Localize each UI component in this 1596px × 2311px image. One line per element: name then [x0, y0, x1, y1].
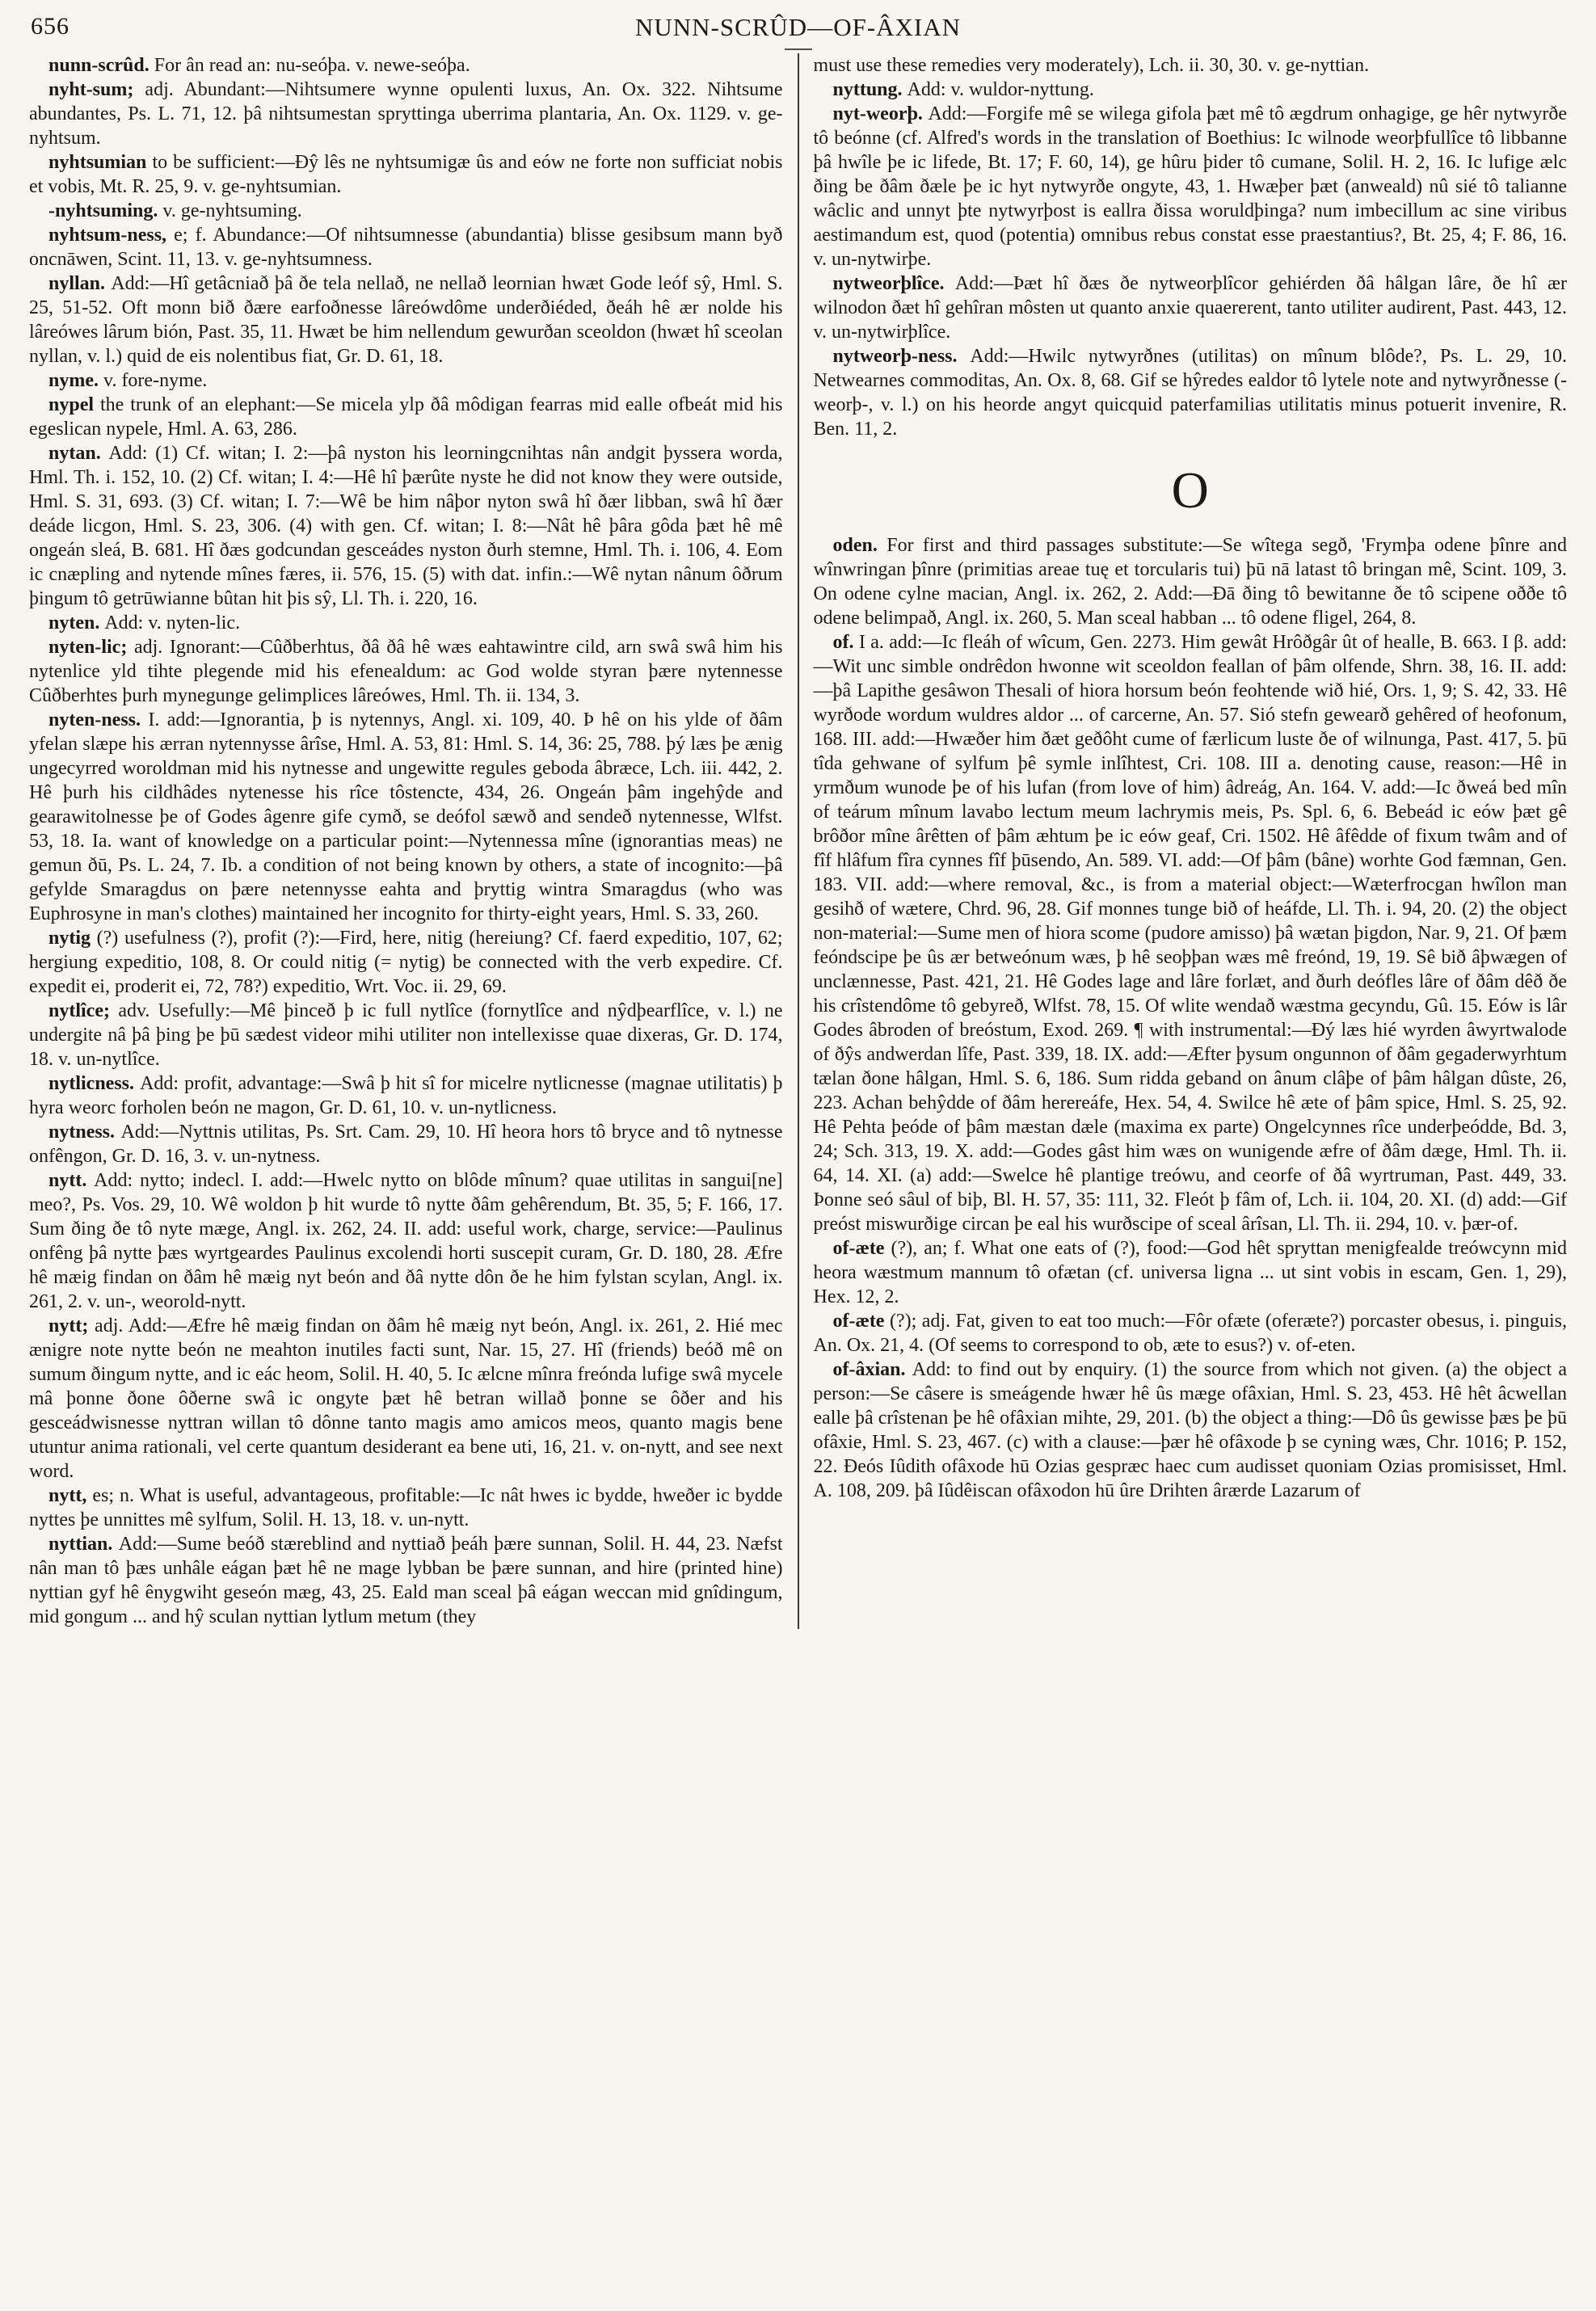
entry-headword: nytt;	[48, 1315, 95, 1337]
entry-headword: nyten-lic;	[48, 637, 134, 658]
entry-headword: nytt,	[48, 1485, 93, 1506]
text-columns	[29, 53, 1567, 1629]
entry-body: (?); adj. Fat, given to eat too much:—Fôr ofæte (oferæte?) porcaster obesus, i. pinguis, An. Ox. 21, 4. (Of seems to correspond to ob, æte to esus?) v. of-eten.	[813, 1311, 1568, 1356]
entry-body: Add:—Sume beóð stæreblind and nyttiað þeáh þære sunnan, Solil. H. 44, 23. Næfst nân man tô þæs unhâle eágan þæt hê ne mage lybban be þære sunnan, and hire (printed hine) nyttian gyf hê ênygwiht geseón mæg, 43, 25. Eald man sceal þâ eágan weccan mid gnîdingum, mid gongum ... and hŷ sculan nyttian lytlum metum (they	[29, 1534, 783, 1627]
entry-body: v. fore-nyme.	[103, 370, 208, 391]
entry-body: For first and third passages substitute:—Se wîtega segð, 'Frymþa odene þînre and wînwringan þînre (primitias areae tuę et torcularis tui) þū nā latast tô bringan mê, Scint. 109, 3. On odene cylne macian, Angl. ix. 262, 2. Add:—Ðā ðing tô bewitanne ðe tô scipene oððe tô odene belimpað, Angl. ix. 260, 5. Man sceal habban ... tô odene fligel, 264, 8.	[813, 535, 1567, 629]
entry-body: For ân read an: nu-seóþa. v. newe-seóþa.	[154, 55, 470, 76]
dictionary-entry	[29, 926, 783, 999]
entry-headword: nytt.	[48, 1170, 95, 1191]
entry-body: adj. Add:—Æfre hê mæig findan on ðâm hê mæig nyt beón, Angl. ix. 261, 2. Hié mec ænigre note nytte beón ne meahton inutiles facti sunt, Nar. 15, 27. Hî (friends) beóð mê on sumum ðingum nytte, and ic eác heom, Solil. H. 40, 5. Ic ælcne mînra freónda lufige swâ mycele mâ þonne ðone ôðerne swâ ic ongyte þæt hê betran willað þonne se ôðer and his gesceádwisnesse nyttran willan tô dônne tanto magis amo amicos meos, quanto magis bene utuntur anima rationali, vel certe quantum desiderant ea bene uti, 16, 21. v. on-nytt, and see next word.	[29, 1315, 783, 1482]
title-rule	[785, 48, 812, 50]
dictionary-entry	[29, 53, 783, 78]
entry-headword: nyhtsum-ness,	[48, 225, 175, 246]
dictionary-entry	[29, 999, 783, 1071]
entry-body: the trunk of an elephant:—Se micela ylp ðâ môdigan fearras mid ealle ofbeát mid his egeslican nypele, Hml. A. 63, 286.	[29, 394, 783, 440]
entry-headword: nytlicness.	[48, 1073, 141, 1094]
left-column	[29, 53, 798, 1629]
entry-body: e; f. Abundance:—Of nihtsumnesse (abundantia) blisse gesibsum mann byð oncnāwen, Scint. 11, 13. v. ge-nyhtsumness.	[29, 225, 783, 270]
page-number: 656	[31, 13, 69, 40]
dictionary-entry	[29, 635, 783, 708]
dictionary-entry	[29, 1168, 783, 1314]
entry-headword: nytness.	[48, 1122, 121, 1143]
dictionary-entry	[814, 630, 1568, 1236]
entry-body: (?), an; f. What one eats of (?), food:—God hêt spryttan menigfealde treówcynn mid heora wæstmum mannum tô ofætan (cf. universa ligna ... ut sint vobis in escam, Gen. 1, 29), Hex. 12, 2.	[813, 1238, 1568, 1307]
dictionary-entry	[814, 533, 1568, 630]
entry-body: to be sufficient:—Ðŷ lês ne nyhtsumigæ ûs and eów ne forte non sufficiat nobis et vobis, Mt. R. 25, 9. v. ge-nyhtsumian.	[29, 152, 783, 197]
entry-body: v. ge-nyhtsuming.	[162, 200, 302, 221]
entry-body: Add: nytto; indecl. I. add:—Hwelc nytto on blôde mînum? quae utilitas in sangui[ne] meo?, Ps. Vos. 29, 10. Wê woldon þ hit wurde tô nytte ðâm gehêrendum, Bt. 35, 5; F. 166, 17. Sum ðing ðe tô nyte mæge, Angl. ix. 262, 24. II. add: useful work, charge, service:—Paulinus onfêng þâ nytte þæs wyrtgeardes Paulinus excolendi horti suscepit curam, Gr. D. 180, 28. Æfre hê mæig findan on ðâm hê mæig nyt beón and ðâ nytte dôn ðe he him fylstan scylan, Angl. ix. 261, 2. v. un-, weorold-nytt.	[29, 1170, 783, 1312]
entry-body: Add: profit, advantage:—Swâ þ hit sî for micelre nytlicnesse (magnae utilitatis) þ hyra weorc forholen beón ne magon, Gr. D. 61, 10. v. un-nytlicness.	[29, 1073, 783, 1118]
dictionary-entry	[29, 708, 783, 926]
entry-body: Add: v. nyten-lic.	[104, 612, 241, 634]
dictionary-entry	[814, 1309, 1568, 1358]
entry-body: Add:—Hî getâcniað þâ ðe tela nellað, ne nellað leornian hwæt Gode leóf sŷ, Hml. S. 25, 51-52. Oft monn bið ðære earfoðnesse lâreówdôme underðiéded, ðeáh hê ær nolde his lâreówes lârum bión, Past. 35, 11. Hwæt be him nellendum gewurðan sceoldon (hwæt hî sceolan nyllan, v. l.) quid de eis nolentibus fiat, Gr. D. 61, 18.	[29, 273, 783, 367]
dictionary-entry	[814, 344, 1568, 441]
dictionary-entry	[29, 223, 783, 272]
dictionary-entry	[814, 102, 1568, 272]
entry-headword: nyten-ness.	[48, 709, 149, 730]
dictionary-entry	[29, 1532, 783, 1629]
entry-headword: nyt-weorþ.	[832, 103, 929, 124]
entry-body: adj. Abundant:—Nihtsumere wynne opulenti luxus, An. Ox. 322. Nihtsume abundantes, Ps. L. 71, 12. þâ nihtsumestan spryttinga uberrima plantaria, An. Ox. 1129. v. ge-nyhtsum.	[29, 79, 783, 149]
entry-headword: nyme.	[48, 370, 103, 391]
entry-headword: nytweorþlîce.	[832, 273, 955, 294]
entry-body: Add: to find out by enquiry. (1) the source from which not given. (a) the object a person:—Se câsere is smeágende hwær hê ûs mæge ofâxian, Hml. S. 23, 453. Hê hêt âcwellan ealle þâ crîstenan þe hê ofâxian mihte, 29, 201. (b) the object a thing:—Dô ûs gewisse þæs þe þū ofâxie, Hml. S. 23, 467. (c) with a clause:—þær hê ofâxode þ se cyning wæs, Chr. 1016; P. 152, 22. Ðeós Iûdith ofâxode hū Ozias gespræc haec cum audisset quoniam Ozias promisisset, Hml. A. 108, 209. þâ Iûdêiscan ofâxodon hū ûre Drihten ârærde Lazarum of	[813, 1359, 1568, 1501]
entry-body: Add: (1) Cf. witan; I. 2:—þâ nyston his leorningcnihtas nân andgit þyssera worda, Hml. Th. i. 152, 10. (2) Cf. witan; I. 4:—Hê hî þærûte nyste he did not know they were outside, Hml. S. 31, 693. (3) Cf. witan; I. 7:—Wê be him nâþor nyton swâ hî ðær libban, swâ hî ðær deáde licgon, Hml. S. 23, 306. (4) with gen. Cf. witan; I. 8:—Nât hê þâra gôda þæt hê mê ongeán sleá, B. 681. Hî ðæs godcundan gesceádes nyston ðurh stemne, Hml. Th. i. 106, 4. Eom ic cnæpling and nytende mînes færes, ii. 576, 15. (5) with dat. infin.:—Wê nytan nânum ôðrum þingum tô getrūwianne bûtan hit þis sŷ, Ll. Th. i. 220, 16.	[29, 443, 783, 609]
entry-body: adj. Ignorant:—Cûðberhtus, ðâ ðâ hê wæs eahtawintre cild, arn swâ swâ him his nytenlice yld tihte plegende mid his efenealdum: ac God wolde styran þære nytennesse Cûðberhtes þurh mynegunge gelimplices lâreówes, Hml. Th. ii. 134, 3.	[29, 637, 783, 706]
right-column	[799, 53, 1568, 1629]
entry-headword: nypel	[48, 394, 100, 415]
dictionary-entry	[29, 272, 783, 368]
entry-body: Add:—Forgife mê se wilega gifola þæt mê tô ægdrum onhagige, ge hêr nytwyrðe tô beónne (cf. Alfred's words in the translation of Boethius: Ic wilnode weorþfullîce tô libbanne þâ hwîle þe ic lifede, Bt. 17; F. 60, 14), ge hûru þider tô cumane, Solil. H. 2, 16. Ic lufige ælc ðing be ðâm ðæle þe ic hyt nytwyrðe ongyte, 43, 1. Hwæþer þæt (anweald) nû sié tô talianne wâclic and unnyt þte nytwyrþost is eallra ðissa woruldþinga? num imbecillum ac sine viribus aestimandum est, quod (potentia) omnibus rebus constat esse praestantius?, Bt. 25, 4; F. 86, 16. v. un-nytwirþe.	[813, 103, 1567, 270]
entry-headword: of.	[832, 632, 859, 653]
entry-body: I. add:—Ignorantia, þ is nytennys, Angl. xi. 109, 40. Þ hê on his ylde of ðâm yfelan slæpe his ærran nytennysse ârîse, Hml. A. 53, 81: Hml. S. 14, 36: 25, 788. þý læs þe ænig ungecyrred woroldman mid his nytnesse and ungewitte regules geboda âbræce, Lch. iii. 442, 2. Hê þurh his cildhâdes nytenesse his rîce tôstencte, 434, 26. Ongeán þâm ingehŷde and gearawitolnesse þe of Godes âgenre gife cymð, se deófol sæwð and sendeð nytennesse, Wlfst. 53, 18. Ia. want of knowledge on a particular point:—Nytennessa mîne (ignorantias meas) ne gemun ðū, Ps. L. 24, 7. Ib. a condition of not being known by others, a state of incognito:—þâ gefylde Smaragdus on þære netennysse eahta and þryttig wintra Smaragdus (who was Euphrosyne in man's clothes) maintained her incognito for thirty-eight years, Hml. S. 33, 260.	[29, 709, 783, 924]
dictionary-entry	[814, 272, 1568, 344]
entry-body: es; n. What is useful, advantageous, profitable:—Ic nât hwes ic bydde, hweðer ic bydde nyttes þe unnittes mê sylfum, Solil. H. 13, 18. v. un-nytt.	[29, 1485, 783, 1530]
section-letter: O	[1171, 461, 1209, 519]
entry-headword: -nyhtsuming.	[48, 200, 163, 221]
dictionary-entry	[29, 1314, 783, 1484]
entry-headword: nyht-sum;	[48, 79, 145, 100]
entry-headword: nytlîce;	[48, 1000, 119, 1021]
page-title: NUNN-SCRÛD—OF-ÂXIAN	[634, 13, 962, 41]
dictionary-entry	[814, 1236, 1568, 1309]
entry-headword: of-æte	[832, 1238, 891, 1259]
dictionary-entry	[814, 1358, 1568, 1503]
entry-headword: nyllan.	[48, 273, 112, 294]
dictionary-entry	[29, 150, 783, 199]
entry-headword: nyhtsumian	[48, 152, 153, 173]
dictionary-entry	[29, 441, 783, 611]
page-header	[29, 11, 1567, 53]
dictionary-entry	[29, 393, 783, 441]
entry-headword: oden.	[832, 535, 887, 556]
entry-headword: nyten.	[48, 612, 105, 634]
dictionary-entry	[29, 1120, 783, 1168]
entry-headword: nyttian.	[48, 1534, 119, 1555]
entry-headword: nytweorþ-ness.	[832, 346, 971, 367]
dictionary-entry	[29, 78, 783, 150]
dictionary-entry	[814, 78, 1568, 102]
entry-headword: nytan.	[48, 443, 109, 464]
entry-headword: nytig	[48, 928, 97, 949]
entry-body: I a. add:—Ic fleáh of wîcum, Gen. 2273. Him gewât Hrôðgâr ût of healle, B. 663. I β. add:—Wit unc simble ondrêdon hwonne wit sceoldon feallan of þâm olfende, Shrn. 38, 16. II. add:—þâ Lapithe gesâwon Thesali of hiora horsum beón feohtende wið hié, Ors. 1, 9; S. 42, 33. Hê wyrðode wordum wuldres aldor ... of carcerne, An. 57. Sió stefn gewearð gehêred of heofonum, 168. III. add:—Hwæðer him ðæt geðôht cume of færlicum luste ðe of wilnunga, Past. 417, 5. þū tîda gehwane of sylfum þê symle inlîhtest, Cri. 108. III a. denoting cause, reason:—Hê in yrmðum wunode þe of his lufan (from love of him) âdreág, An. 164. V. add:—Ic ðweá bed mîn of teárum mînum lavabo lectum meum lachrymis meis, Ps. Spl. 6, 6. Bebeád ic eów þæt gê brôðor mîne ârêtten of þâm æhtum þe ic eów geaf, Cri. 1502. Hê âfêdde of fixum twâm and of fîf hlâfum fîra cynnes fîf þūsendo, An. 589. VI. add:—Of þâm (bâne) worhte God fæmnan, Gen. 183. VII. add:—where removal, &c., is from a material object:—Wæterfrocgan hwîlon man gesihð of wætere, Chrd. 96, 28. Gif monnes tunge bið of heáfde, Ll. Th. i. 94, 20. (2) the object non-material:—Sume men of hiora scome (pudore amisso) þâ wætan þigdon, Nar. 9, 21. Of þæm feóndscipe þe ûs ær betweónum wæs, þ hê seoþþan wæs mê freónd, 19, 19. Sê bið âþwægen of unclænnesse, Past. 421, 21. Hê Godes lage and lâre forlæt, and ðurh deófles lâre of ðâm dêð ðe his crîstendôme tô gebyreð, Wlfst. 78, 15. Of wlite wendað wæstma gecyndu, Gû. 15. Eów is lâr Godes âbroden of breóstum, Exod. 269. ¶ with instrumental:—Ðý læs hié wyrden âwyrtwalode of ðŷs andwerdan lîfe, Past. 339, 18. IX. add:—Æfter þysum ongunnon of ðâm gegaderwyrhtum tælan ðone hâlgan, Hml. S. 6, 186. Sum ridda geband on ânum clâþe of þâm hâlgan dûste, 26, 223. Achan behŷdde of ðâm herereáfe, Hex. 54, 4. Swilce hê æte of þâm spice, Hml. S. 25, 92. Hê Pehta þeóde of þâm mæstan dæle (maxima ex parte) Ongelcynnes rîce underþeódde, Bd. 3, 24; Sch. 313, 19. X. add:—Godes gâst him wæs on wunigende æfre of ðâm dæge, Hml. Th. ii. 64, 14. XI. (a) add:—Swelce hê plantige treówu, and ceorfe of ðâ wyrtruman, Past. 449, 33. Þonne seó sâul of biþ, Bl. H. 57, 35: 111, 32. Fleót þ fâm of, Lch. ii. 104, 20. XI. (d) add:—Gif preóst miswurðige circan þe eal his wurðscipe of sceal ârîsan, Ll. Th. ii. 294, 10. v. þær-of.	[813, 632, 1567, 1235]
dictionary-entry	[29, 611, 783, 635]
dictionary-entry	[29, 1071, 783, 1120]
entry-body: Add:—Nyttnis utilitas, Ps. Srt. Cam. 29, 10. Hî heora hors tô bryce and tô nytnesse onfêngon, Gr. D. 16, 3. v. un-nytness.	[29, 1122, 783, 1167]
entry-body: adv. Usefully:—Mê þinceð þ ic full nytlîce (fornytlîce and nŷdþearflîce, v. l.) ne undergite nâ þâ þing þe þū sædest videor mihi utiliter non intellexisse quae dixeras, Gr. D. 174, 18. v. un-nytlîce.	[29, 1000, 783, 1070]
dictionary-entry	[814, 53, 1568, 78]
entry-body: Add:—Þæt hî ðæs ðe nytweorþlîcor gehiérden ðâ hâlgan lâre, ðe hî ær wilnodon ðæt hî gehîran môsten ut quanto anxie quaererent, tanto utiliter audirent, Past. 443, 12. v. un-nytwirþlîce.	[813, 273, 1567, 343]
dictionary-entry	[29, 199, 783, 223]
entry-body: (?) usefulness (?), profit (?):—Fird, here, nitig (hereiung? Cf. faerd expeditio, 107, 62; hergiung expeditio, 108, 8. Or could nitig (= nytig) be connected with the verb expedire. Cf. expedit ei, proderit ei, 72, 78?) expeditio, Wrt. Voc. ii. 29, 69.	[29, 928, 783, 997]
entry-body: must use these remedies very moderately), Lch. ii. 30, 30. v. ge-nyttian.	[813, 55, 1370, 76]
entry-headword: nunn-scrûd.	[48, 55, 154, 76]
entry-headword: of-æte	[832, 1311, 890, 1332]
dictionary-entry	[29, 1484, 783, 1532]
entry-body: Add:—Hwilc nytwyrðnes (utilitas) on mînum blôde?, Ps. L. 29, 10. Netwearnes commoditas, An. Ox. 8, 68. Gif se hŷredes ealdor tô lytele note and nytwyrðnesse (-weorþ-, v. l.) on his heorde angyt quicquid paterfamilias utilitatis minus potuerit invenire, R. Ben. 11, 2.	[813, 346, 1567, 440]
entry-headword: nyttung.	[832, 79, 907, 100]
entry-headword: of-âxian.	[832, 1359, 912, 1380]
entry-body: Add: v. wuldor-nyttung.	[907, 79, 1094, 100]
dictionary-entry	[29, 368, 783, 393]
